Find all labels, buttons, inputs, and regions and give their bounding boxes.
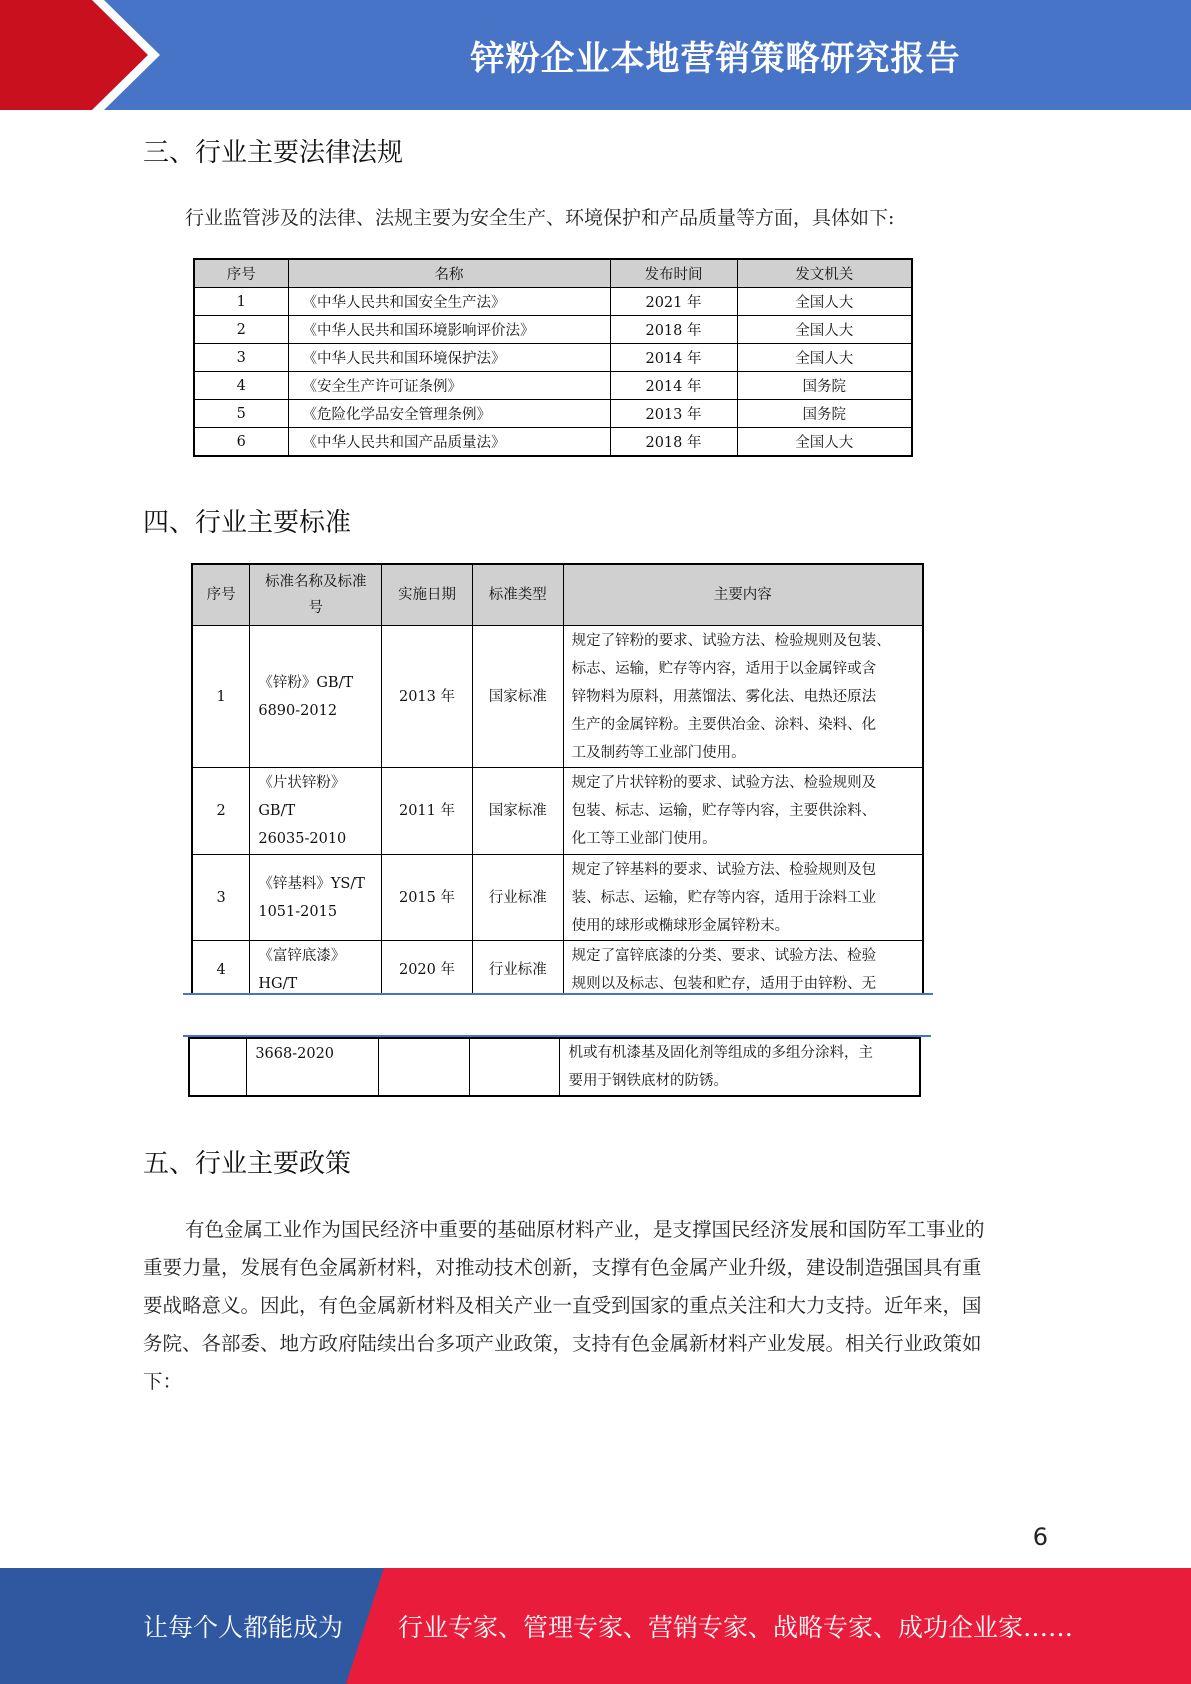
cell-no: 5 xyxy=(194,400,288,428)
body-line: 有色金属工业作为国民经济中重要的基础原材料产业，是支撑国民经济发展和国防军工事业的 xyxy=(185,1218,985,1241)
cell-no: 4 xyxy=(194,372,288,400)
content-line: 化工等工业部门使用。 xyxy=(571,831,717,847)
cell-content xyxy=(563,768,923,855)
std-line: 26035-2010 xyxy=(258,831,347,847)
footer-slogan-left: 让每个人都能成为 xyxy=(143,1613,344,1642)
std-line: 《片状锌粉》 xyxy=(258,775,346,791)
table-row xyxy=(192,941,923,994)
cell-content xyxy=(560,1038,920,1096)
cell-name: 《中华人民共和国安全生产法》 xyxy=(288,288,610,316)
standards-table-clip xyxy=(191,563,931,993)
table-row xyxy=(194,428,912,457)
content-line: 规定了片状锌粉的要求、试验方法、检验规则及 xyxy=(571,775,877,791)
body-line: 要战略意义。因此，有色金属新材料及相关产业一直受到国家的重点关注和大力支持。近年来，国 xyxy=(143,1294,982,1317)
content-line: 装、标志、运输，贮存等内容，适用于涂料工业 xyxy=(571,889,877,906)
table-row xyxy=(194,400,912,428)
col-header-type: 标准类型 xyxy=(472,564,563,626)
section3-intro: 行业监管涉及的法律、法规主要为安全生产、环境保护和产品质量等方面，具体如下: xyxy=(185,207,895,229)
cell-no: 6 xyxy=(194,428,288,457)
cell-type: 行业标准 xyxy=(472,855,563,941)
table-row xyxy=(194,316,912,344)
content-line: 规则以及标志、包装和贮存，适用于由锌粉、无 xyxy=(571,976,877,992)
body-line: 务院、各部委、地方政府陆续出台多项产业政策，支持有色金属新材料产业发展。相关行业政策如 xyxy=(143,1332,982,1355)
content-line: 生产的金属锌粉。主要供冶金、涂料、染料、化 xyxy=(571,716,877,733)
section3-heading: 三、行业主要法律法规 xyxy=(143,138,404,168)
cell-type: 国家标准 xyxy=(472,768,563,855)
footer-slogan-right: 行业专家、管理专家、营销专家、战略专家、成功企业家…… xyxy=(398,1613,1074,1642)
table-row xyxy=(194,344,912,372)
cell-name: 《危险化学品安全管理条例》 xyxy=(288,400,610,428)
cell-issuer: 全国人大 xyxy=(737,428,912,457)
content-line: 工及制药等工业部门使用。 xyxy=(571,744,746,761)
col-header-name: 名称 xyxy=(288,259,610,288)
cell-no: 1 xyxy=(194,288,288,316)
body-line: 下： xyxy=(143,1370,183,1393)
cell-std xyxy=(250,855,382,941)
cell-date: 2013 年 xyxy=(382,626,473,768)
cell-date: 2021 年 xyxy=(610,288,737,316)
cell-date: 2015 年 xyxy=(382,855,473,941)
cell-issuer: 全国人大 xyxy=(737,316,912,344)
cell-date: 2020 年 xyxy=(382,941,473,994)
table-row xyxy=(192,855,923,941)
report-title: 锌粉企业本地营销策略研究报告 xyxy=(470,38,961,79)
col-header-date: 发布时间 xyxy=(610,259,737,288)
cell-type: 行业标准 xyxy=(472,941,563,994)
cell-name: 《中华人民共和国环境保护法》 xyxy=(288,344,610,372)
std-line: 1051-2015 xyxy=(258,903,338,920)
content-line: 要用于钢铁底材的防锈。 xyxy=(568,1073,728,1089)
cell-name: 《中华人民共和国环境影响评价法》 xyxy=(288,316,610,344)
cell-date: 2011 年 xyxy=(382,768,473,855)
cell-type: 国家标准 xyxy=(472,626,563,768)
standards-table-continuation xyxy=(188,1037,921,1097)
page-number: 6 xyxy=(1032,1523,1048,1551)
cell-name: 《安全生产许可证条例》 xyxy=(288,372,610,400)
std-line: 《锌粉》GB/T xyxy=(258,674,354,691)
cell-date: 2018 年 xyxy=(610,316,737,344)
col-header-issuer: 发文机关 xyxy=(737,259,912,288)
cell-std: 3668-2020 xyxy=(247,1038,379,1096)
cell-date: 2014 年 xyxy=(610,344,737,372)
cell-std xyxy=(250,941,382,994)
section5-heading: 五、行业主要政策 xyxy=(143,1149,352,1179)
table-row xyxy=(192,768,923,855)
section4-heading: 四、行业主要标准 xyxy=(143,508,352,538)
cell-issuer: 全国人大 xyxy=(737,288,912,316)
col-header-content: 主要内容 xyxy=(563,564,923,626)
table-header-row xyxy=(192,564,923,626)
cell-content xyxy=(563,855,923,941)
page-header xyxy=(0,0,1191,110)
content-line: 包装、标志、运输，贮存等内容，主要供涂料、 xyxy=(571,803,877,819)
cell-date: 2013 年 xyxy=(610,400,737,428)
cell-issuer: 国务院 xyxy=(737,400,912,428)
col-header-date: 实施日期 xyxy=(382,564,473,626)
cell-issuer: 全国人大 xyxy=(737,344,912,372)
page-footer xyxy=(0,1568,1191,1684)
laws-table xyxy=(193,258,913,457)
cell-content xyxy=(563,626,923,768)
table-header-row xyxy=(194,259,912,288)
body-line: 重要力量，发展有色金属新材料，对推动技术创新，支撑有色金属产业升级，建设制造强国具有重 xyxy=(143,1256,982,1279)
table-row xyxy=(189,1038,920,1096)
cell-issuer: 国务院 xyxy=(737,372,912,400)
col-header-std: 标准名称及标准号 xyxy=(250,564,382,626)
cell-std xyxy=(250,768,382,855)
content-line: 锌物料为原料，用蒸馏法、雾化法、电热还原法 xyxy=(571,688,877,705)
cell-std xyxy=(250,626,382,768)
std-line: 《锌基料》YS/T xyxy=(258,875,365,892)
std-line: 《富锌底漆》 xyxy=(258,948,346,964)
cell-no: 4 xyxy=(192,941,250,994)
col-header-no: 序号 xyxy=(192,564,250,626)
cell-date: 2018 年 xyxy=(610,428,737,457)
std-line: HG/T xyxy=(258,976,298,992)
cell-type xyxy=(469,1038,560,1096)
table-row xyxy=(192,626,923,768)
cell-date xyxy=(379,1038,470,1096)
std-line: 6890-2012 xyxy=(258,702,338,719)
content-line: 标志、运输，贮存等内容，适用于以金属锌或含 xyxy=(571,660,877,677)
content-line: 规定了锌粉的要求、试验方法、检验规则及包装、 xyxy=(571,632,891,649)
cell-no: 2 xyxy=(194,316,288,344)
content-line: 规定了富锌底漆的分类、要求、试验方法、检验 xyxy=(571,948,877,964)
std-line: GB/T xyxy=(258,803,296,819)
cell-date: 2014 年 xyxy=(610,372,737,400)
cell-content xyxy=(563,941,923,994)
cell-no: 3 xyxy=(192,855,250,941)
section5-body xyxy=(143,1211,1048,1401)
cell-name: 《中华人民共和国产品质量法》 xyxy=(288,428,610,457)
standards-table xyxy=(191,563,924,993)
col-header-no: 序号 xyxy=(194,259,288,288)
content-line: 使用的球形或椭球形金属锌粉末。 xyxy=(571,917,790,934)
table-row xyxy=(194,372,912,400)
table-row xyxy=(194,288,912,316)
page-break-line xyxy=(183,993,933,995)
content-line: 机或有机漆基及固化剂等组成的多组分涂料，主 xyxy=(568,1045,873,1061)
cell-no: 2 xyxy=(192,768,250,855)
cell-no xyxy=(189,1038,247,1096)
cell-no: 1 xyxy=(192,626,250,768)
cell-no: 3 xyxy=(194,344,288,372)
content-line: 规定了锌基料的要求、试验方法、检验规则及包 xyxy=(571,861,877,878)
